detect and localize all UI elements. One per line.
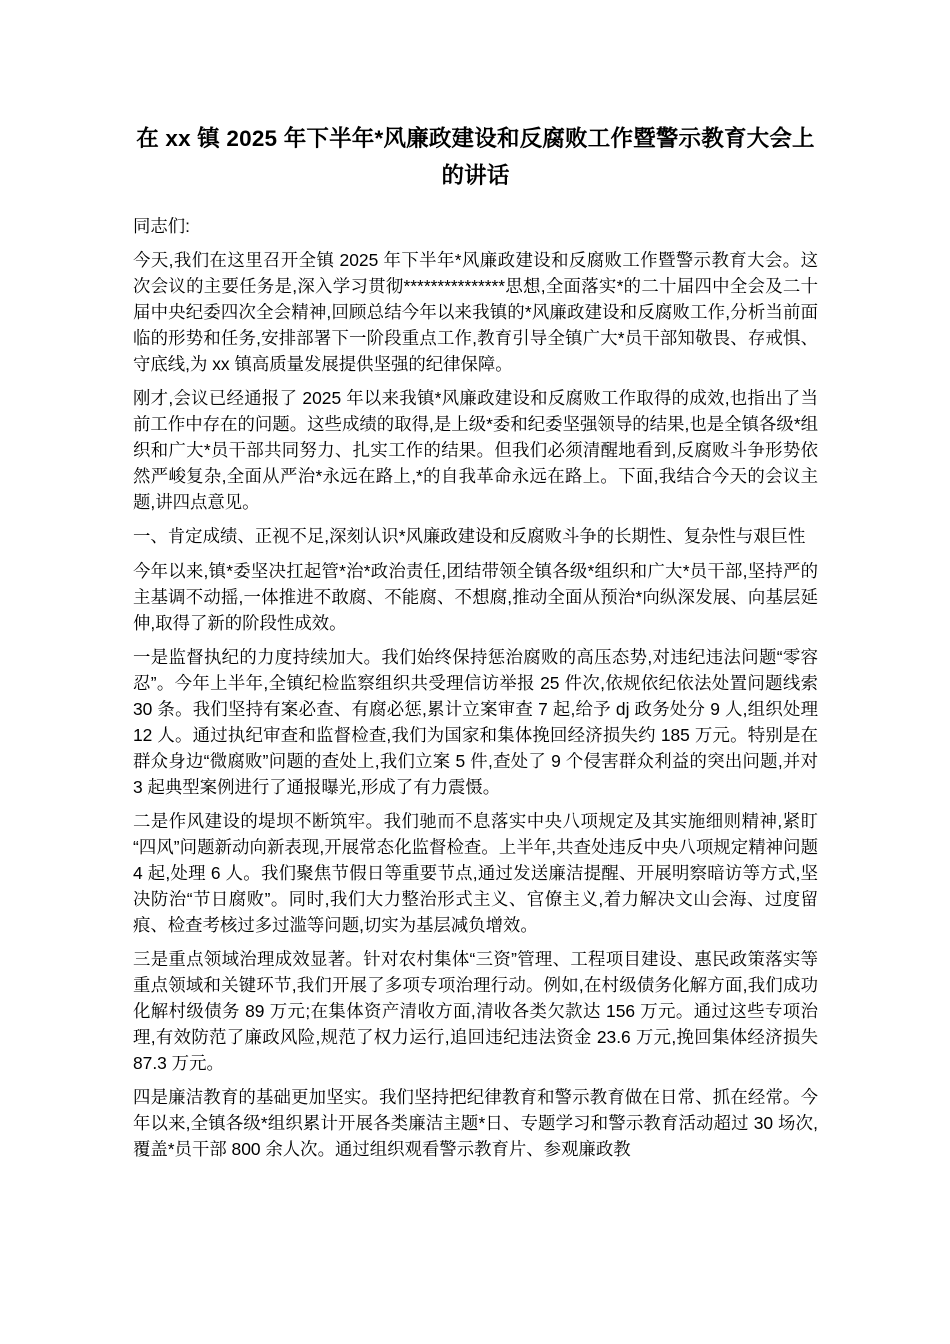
paragraph-point-one: 一是监督执纪的力度持续加大。我们始终保持惩治腐败的高压态势,对违纪违法问题“零容忍”。今年上半年,全镇纪检监察组织共受理信访举报 25 件次,依规依纪依法处置问题线索 30 条。我们坚持有案必查、有腐必惩,累计立案审查 7 起,给予 dj 政务处分 9 人,组织处理 12 人。通过执纪审查和监督检查,我们为国家和集体挽回经济损失约 185 万元。特别是在群众身边“微腐败”问题的查处上,我们立案 5 件,查处了 9 个侵害群众利益的突出问题,并对 3 起典型案例进行了通报曝光,形成了有力震慑。 <box>133 647 818 797</box>
paragraph-section-one-intro: 今年以来,镇*委坚决扛起管*治*政治责任,团结带领全镇各级*组织和广大*员干部,坚持严的主基调不动摇,一体推进不敢腐、不能腐、不想腐,推动全面从预治*向纵深发展、向基层延伸,取得了新的阶段性成效。 <box>133 560 818 633</box>
paragraph-salutation: 同志们: <box>133 216 191 236</box>
paragraph-point-three: 三是重点领域治理成效显著。针对农村集体“三资”管理、工程项目建设、惠民政策落实等重点领域和关键环节,我们开展了多项专项治理行动。例如,在村级债务化解方面,我们成功化解村级债务 89 万元;在集体资产清收方面,清收各类欠款达 156 万元。通过这些专项治理,有效防范了廉政风险,规范了权力运行,追回违纪违法资金 23.6 万元,挽回集体经济损失 87.3 万元。 <box>133 949 818 1073</box>
paragraph-point-four: 四是廉洁教育的基础更加坚实。我们坚持把纪律教育和警示教育做在日常、抓在经常。今年以来,全镇各级*组织累计开展各类廉洁主题*日、专题学习和警示教育活动超过 30 场次,覆盖*员干部 800 余人次。通过组织观看警示教育片、参观廉政教 <box>133 1087 818 1159</box>
section-heading-one: 一、肯定成绩、正视不足,深刻认识*风廉政建设和反腐败斗争的长期性、复杂性与艰巨性 <box>133 526 806 547</box>
document-body <box>133 0 818 1163</box>
paragraph-opening: 今天,我们在这里召开全镇 2025 年下半年*风廉政建设和反腐败工作暨警示教育大会。这次会议的主要任务是,深入学习贯彻***************思想,全面落实*的二十届四中全会及二十届中央纪委四次全会精神,回顾总结今年以来我镇的*风廉政建设和反腐败工作,分析当前面临的形势和任务,安排部署下一阶段重点工作,教育引导全镇广大*员干部知敬畏、存戒惧、守底线,为 xx 镇高质量发展提供坚强的纪律保障。 <box>133 250 818 375</box>
paragraph-review: 刚才,会议已经通报了 2025 年以来我镇*风廉政建设和反腐败工作取得的成效,也指出了当前工作中存在的问题。这些成绩的取得,是上级*委和纪委坚强领导的结果,也是全镇各级*组织和广大*员干部共同努力、扎实工作的结果。但我们必须清醒地看到,反腐败斗争形势依然严峻复杂,全面从严治*永远在路上,*的自我革命永远在路上。下面,我结合今天的会议主题,讲四点意见。 <box>133 388 818 513</box>
document-content <box>133 214 818 1163</box>
page-title: 在 xx 镇 2025 年下半年*风廉政建设和反腐败工作暨警示教育大会上的讲话 <box>136 126 815 188</box>
paragraph-point-two: 二是作风建设的堤坝不断筑牢。我们驰而不息落实中央八项规定及其实施细则精神,紧盯“四风”问题新动向新表现,开展常态化监督检查。上半年,共查处违反中央八项规定精神问题 4 起,处理 6 人。我们聚焦节假日等重要节点,通过发送廉洁提醒、开展明察暗访等方式,坚决防治“节日腐败”。同时,我们大力整治形式主义、官僚主义,着力解决文山会海、过度留痕、检查考核过多过滥等问题,切实为基层减负增效。 <box>133 811 818 935</box>
